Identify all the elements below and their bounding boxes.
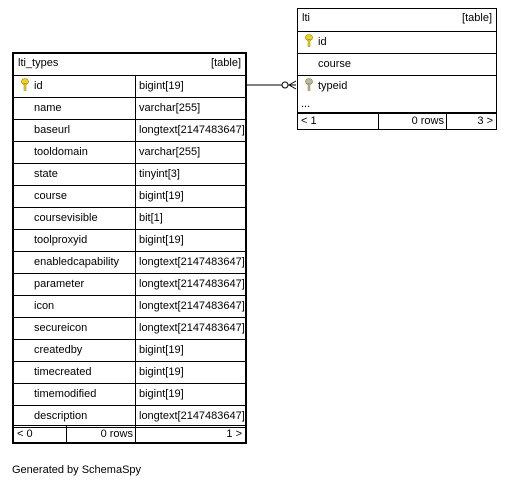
column-row [298, 31, 496, 54]
row-count: 0 rows [411, 115, 444, 127]
table-type-label: [table] [211, 57, 241, 69]
column-type: bigint[19] [139, 366, 184, 378]
column-name: id [318, 36, 327, 48]
column-name: toolproxyid [34, 234, 88, 246]
column-row [14, 207, 245, 230]
column-row [14, 251, 245, 274]
column-name: enabledcapability [34, 256, 120, 268]
column-type: longtext[2147483647] [139, 256, 245, 268]
table-name: lti_types [18, 57, 59, 69]
parents-count: < 0 [17, 428, 33, 440]
column-type: bigint[19] [139, 80, 184, 92]
column-type: bigint[19] [139, 344, 184, 356]
table-footer [298, 112, 496, 129]
column-row [14, 361, 245, 384]
row-count: 0 rows [100, 428, 133, 440]
table-header [298, 9, 496, 32]
children-count: 3 > [477, 115, 493, 127]
generated-by-caption: Generated by SchemaSpy [12, 464, 142, 476]
parents-count: < 1 [301, 115, 317, 127]
column-name: description [34, 410, 88, 422]
column-name: course [34, 190, 68, 202]
column-name: createdby [34, 344, 83, 356]
column-row [298, 75, 496, 97]
column-name: secureicon [34, 322, 88, 334]
column-row [14, 75, 245, 98]
children-count: 1 > [226, 428, 242, 440]
column-row [14, 339, 245, 362]
column-row [14, 383, 245, 406]
column-row [14, 119, 245, 142]
primary-key-icon [304, 34, 314, 48]
column-type: longtext[2147483647] [139, 124, 245, 136]
column-row [298, 53, 496, 76]
column-type: varchar[255] [139, 146, 201, 158]
column-name: timecreated [34, 366, 92, 378]
column-name: parameter [34, 278, 85, 290]
column-type: bigint[19] [139, 234, 184, 246]
column-name: course [318, 58, 352, 70]
column-type: tinyint[3] [139, 168, 180, 180]
column-name: baseurl [34, 124, 71, 136]
table-lti-types[interactable] [12, 52, 247, 444]
column-name: id [34, 80, 43, 92]
column-name: typeid [318, 80, 348, 92]
column-row [14, 295, 245, 318]
column-row [14, 229, 245, 252]
column-type: bigint[19] [139, 190, 184, 202]
table-name: lti [302, 12, 310, 24]
table-header [14, 54, 245, 76]
column-type: longtext[2147483647] [139, 300, 245, 312]
column-type: bit[1] [139, 212, 163, 224]
column-row [14, 273, 245, 296]
column-row [14, 141, 245, 164]
column-row [14, 97, 245, 120]
column-type: bigint[19] [139, 388, 184, 400]
primary-key-icon [20, 78, 30, 92]
column-name: name [34, 102, 62, 114]
column-row [14, 185, 245, 208]
column-type: longtext[2147483647] [139, 322, 245, 334]
foreign-key-icon [304, 78, 314, 92]
column-type: varchar[255] [139, 102, 201, 114]
column-name: coursevisible [34, 212, 98, 224]
column-name: tooldomain [34, 146, 88, 158]
column-name: state [34, 168, 58, 180]
column-name: icon [34, 300, 55, 312]
table-type-label: [table] [462, 12, 492, 24]
column-name: timemodified [34, 388, 97, 400]
table-footer [14, 425, 245, 442]
column-type: longtext[2147483647] [139, 410, 245, 422]
column-row [14, 163, 245, 186]
column-type: longtext[2147483647] [139, 278, 245, 290]
table-lti[interactable] [297, 8, 497, 130]
more-columns-ellipsis: ... [301, 98, 311, 110]
column-row [14, 317, 245, 340]
